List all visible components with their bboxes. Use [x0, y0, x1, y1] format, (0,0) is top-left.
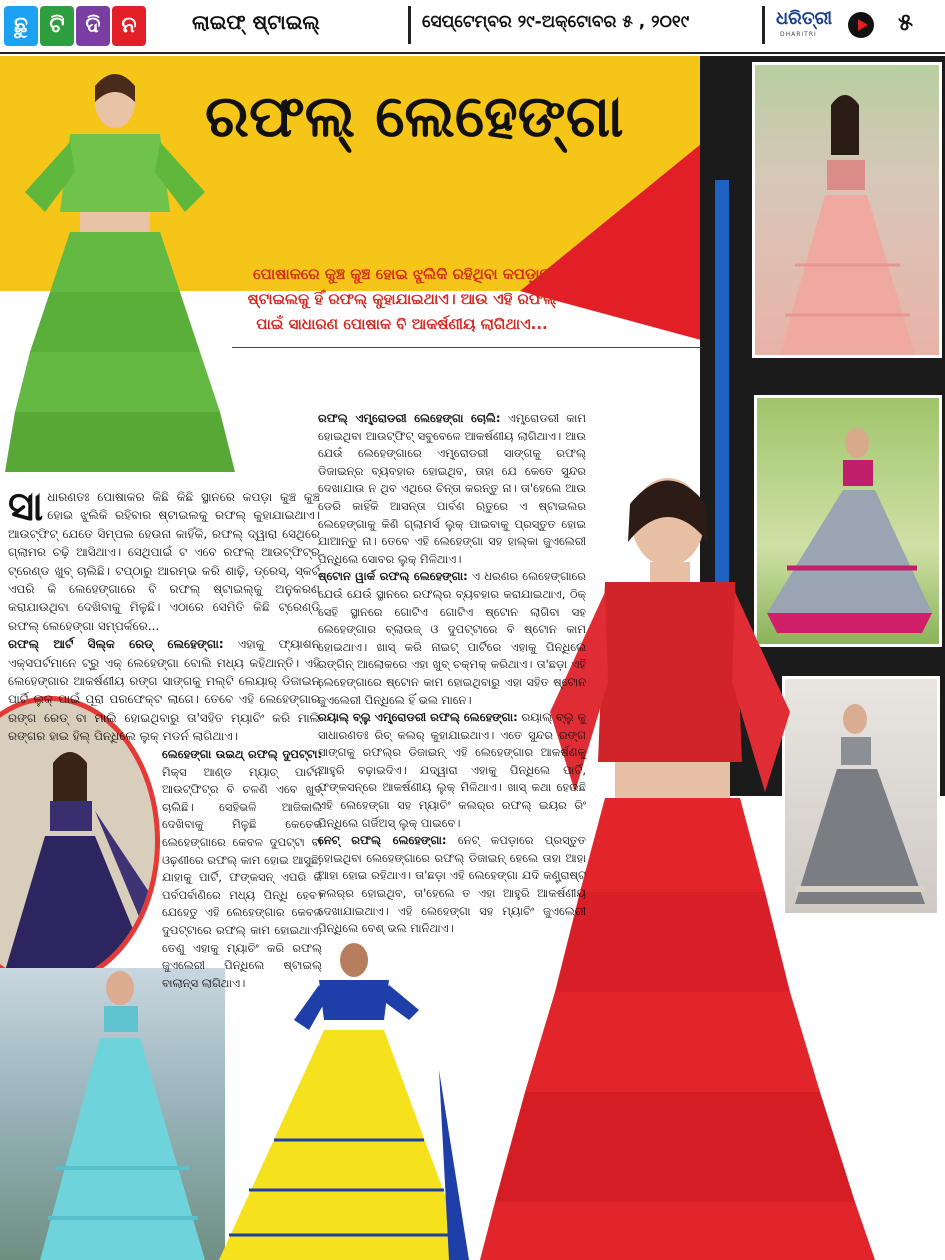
body-embroidery: ଏମ୍ବ୍ରୋଡରୀ କାମ ହୋଇଥିବା ଆଉଟ୍‌ଫିଟ୍ ସବୁବେଳେ ଆକର୍ଷଣୀୟ ଲାଗିଥାଏ। ଆଉ ଯେଉଁ ଲେହେଙ୍ଗାରେ ଏମ୍ବ୍ରୋଡରୀ ସାଙ୍ଗକୁ ରଫଲ୍ ଡିଜାଇନ୍‌ର ବ୍ୟବହାର ହୋଇଥିବ, ତାହା ଯେ କେତେ ସୁନ୍ଦର ଦେଖାଯାଉ ନ ଥିବ ଏଥିରେ ଚିନ୍ତା କରନ୍ତୁ ନା। ତା'ହେଲେ ଆଉ ଡେରି କାହିଁକି ଆସନ୍ତା ପାର୍ବଣ ଋତୁରେ ଏ ଷ୍ଟାଇଲର ଲେହେଙ୍ଗାକୁ କିଣି ଗ୍ଲାମର୍ସ ଲୁକ୍ ପାଇବାକୁ ପ୍ରସ୍ତୁତ ହୋଇ ଯାଆନ୍ତୁ ନା। ତେବେ ଏହି ଲେହେଙ୍ଗା ସହ ହାଲ୍କା ଜୁଏଲେରୀ ପିନ୍ଧିଲେ ସୋବର ଲୁକ୍ ମିଳିଥାଏ। — [318, 411, 587, 566]
article-intro: ଧାରଣତଃ ପୋଷାକର କିଛି କିଛି ସ୍ଥାନରେ କପଡ଼ା କୁଞ୍ଚ କୁଞ୍ଚ ହୋଇ ଝୁଲିକି ରହିବାର ଷ୍ଟାଇଲକୁ ରଫଲ୍ କୁହାଯାଇଥାଏ। ଆଉଟ୍‌ଫିଟ୍ ଯେତେ ସିମ୍ପଲ ହେଉନା କାହିଁକି, ରଫଲ୍ ଦ୍ୱାରା ସେଥିରେ ଗ୍ଲାମର ଚଢ଼ି ଆସିଥାଏ। ସେଥିପାଇଁ ଟ ଏବେ ରଫଲ୍ ଆଉଟ୍‌ଫିଟ୍‌ର ଟ୍ରେଣ୍ଡ ଖୁବ୍ ଚାଲିଛି। ଟପ୍‌ଠାରୁ ଆରମ୍ଭ କରି ଶାଢ଼ି, ଡ୍ରେସ୍, ସ୍କର୍ଟ ଏପରି କି ଲେହେଙ୍ଗାରେ ବି ରଫଲ୍ ଷ୍ଟାଇଲ୍‌କୁ ଅନୁକରଣ କରାଯାଉଥିବା ଦେଖିବାକୁ ମିଳୁଛି। ଏଠାରେ ସେମିତି କିଛି ଟ୍ରେଣ୍ଡି ରଫଲ୍ ଲେହେଙ୍ଗା ସମ୍ପର୍କରେ... — [8, 490, 320, 633]
logo-tile-4: ନ — [112, 6, 146, 46]
subhead-red-silk: ରଫଲ୍ ଆର୍ଟ ସିଲ୍କ ରେଡ୍ ଲେହେଙ୍ଗା: — [8, 637, 224, 652]
logo-tile-2: ଟି — [40, 6, 74, 46]
subhead-royal-blue: ରୟାଲ୍ ବ୍ଲୁ ଏମ୍ବ୍ରୋଡରୀ ରଫଲ୍ ଲେହେଙ୍ଗା: — [318, 710, 518, 725]
subhead-embroidery: ରଫଲ୍ ଏମ୍ବ୍ରୋଡରୀ ଲେହେଙ୍ଗା ଚୋଲି: — [318, 411, 501, 425]
subhead-stone-work: ଷ୍ଟୋନ ୱାର୍କ ରଫଲ୍ ଲେହେଙ୍ଗା: — [318, 569, 468, 584]
tagline-rule — [232, 347, 702, 348]
body-ruffle-dupatta: ମିକ୍ସ ଆଣ୍ଡ ମ୍ୟାଚ୍ ପାର୍ଟନ ଆଉଟ୍‌ଫିଟ୍‌ର ବି ଚଳଣି ଏବେ ଖୁବ୍ ଚାଲିଛି। ସେହିଭଳି ଆଜିକାଲି ଦେଖିବାକୁ ମିଳୁଛି କେତେକ ଲେହେଙ୍ଗାରେ କେବଳ ଦୁପଟ୍ଟା ବା ଓଢ଼ଣୀରେ ରଫଲ୍ କାମ ହୋଇ ଆସୁଛି, ଯାହାକୁ ପାର୍ଟି, ଫଙ୍କସନ୍ ଏପରି କି ପର୍ବପର୍ବାଣିରେ ମଧ୍ୟ ପିନ୍ଧି ହେବ। ଯେହେତୁ ଏହି ଲେହେଙ୍ଗାର କେବଳ ଦୁପଟ୍ଟାରେ ରଫଲ୍ କାମ ହୋଇଥାଏ, ତେଣୁ ଏହାକୁ ମ୍ୟାଚିଂ କରି ରଫଲ୍ ଜୁଏଲେରୀ ପିନ୍ଧିଲେ ଷ୍ଟାଇଲ୍ ବାଲାନ୍ସ ଲାଗିଥାଏ। — [162, 764, 322, 990]
article-column-right — [318, 410, 586, 938]
pink-lehenga-photo — [752, 62, 942, 358]
subhead-ruffle-dupatta: ଲେହେଙ୍ଗା ଉଇଥ୍ ରଫଲ୍ ଦୁପଟ୍ଟା: — [162, 747, 322, 761]
page-number: ୫ — [898, 8, 913, 36]
article-tagline: ପୋଷାକରେ କୁଞ୍ଚ କୁଞ୍ଚ ହୋଇ ଝୁଲିକି ରହିଥିବା କପଡ଼ାର ଷ୍ଟାଇଲକୁ ହିଁ ରଫଲ୍ କୁହାଯାଇଥାଏ। ଆଉ ଏହି ରଫଲ୍ ପାଇଁ ସାଧାରଣ ପୋଷାକ ବି ଆକର୍ଷଣୀୟ ଲାଗିଥାଏ... — [247, 265, 557, 333]
body-net-ruffle: ନେଟ୍ କପଡ଼ାରେ ପ୍ରସ୍ତୁତ ହୋଇଥିବା ଲେହେଙ୍ଗାରେ ରଫଲ୍ ଡିଜାଇନ୍ ହେଲେ ତାହା ଆହା ଆହା ହୋଇ ରହିଥାଏ। ତା'ଛଡ଼ା ଏହି ଲେହେଙ୍ଗା ଯଦି କଣ୍ଟ୍ରାଷ୍ଟ କଲର୍‌ର ହୋଇଥିବ, ତା'ହେଲେ ତ ଏହା ଆହୁରି ଆକର୍ଷଣୀୟ ଦେଖାଯାଇଥାଏ। ଏହି ଲେହେଙ୍ଗା ସହ ମ୍ୟାଚିଂ ଜୁଏଲେରୀ ପିନ୍ଧିଲେ ବେଶ୍ ଭଲ ମାନିଥାଏ। — [318, 833, 586, 936]
header-divider — [762, 6, 765, 44]
article-column-left-lower — [162, 746, 322, 992]
issue-date: ସେପ୍ଟେମ୍ବର ୨୯-ଅକ୍ଟୋବର ୫ , ୨୦୧୯ — [422, 12, 690, 32]
section-name: ଲାଇଫ୍ ଷ୍ଟାଇଲ୍ — [192, 10, 320, 34]
body-red-silk: ଏହାକୁ ଫ୍ୟାଶନ ଏକ୍ସପର୍ଟମାନେ ଟ୍ରୁ ଏକ୍ ଲେହେଙ୍ଗା ବୋଲି ମଧ୍ୟ କହିଥାନ୍ତି। ଏହି ଲେହେଙ୍ଗାର ଆକର୍ଷଣୀୟ ରଙ୍ଗ ସାଙ୍ଗକୁ ମଲ୍ଟି ଲେୟାର୍ ଡିଜାଇନ୍ ପାର୍ଟି ଲୁକ୍ ପାଇଁ ପୂରା ପରଫେକ୍ଟ ଲାଗେ। ତେବେ ଏହି ଲେହେଙ୍ଗାର ରଙ୍ଗ ରେଡ୍ ବା ମାଲି ହୋଇଥିବାରୁ ତା'ସହିତ ମ୍ୟାଚିଂ କରି ମାଲି ରଙ୍ଗର ହାଇ ହିଲ୍ ପିନ୍ଧିଲେ ଲୁକ୍ ମଡର୍ନ ଲାଗିଥାଏ। — [8, 637, 320, 744]
green-lehenga-photo — [0, 62, 240, 482]
header-divider — [408, 6, 411, 44]
article-column-left — [8, 484, 320, 746]
body-stone-work: ଏ ଧରଣର ଲେହେଙ୍ଗାରେ ଯେଉଁ ଯେଉଁ ସ୍ଥାନରେ ରଫଲ୍‌ର ବ୍ୟବହାର କରାଯାଇଥାଏ, ଠିକ୍ ସେହି ସ୍ଥାନରେ ଗୋଟିଏ ଗୋଟିଏ ଷ୍ଟୋନ ଲାଗିବା ସହ ଲେହେଙ୍ଗାର ବ୍ଲାଉଜ୍ ଓ ଦୁପଟ୍ଟାରେ ବି ଷ୍ଟୋନ କାମ ହୋଇଥାଏ। ଖାସ୍ କରି ନାଇଟ୍ ପାର୍ଟିରେ ଏହାକୁ ପିନ୍ଧିଲେ ରଙ୍ଗିନ୍ ଆଲୋକରେ ଏହା ଖୁବ୍ ଚକ୍‌ମକ୍ କରିଥାଏ। ତା'ଛଡ଼ା ଏହି ଲେହେଙ୍ଗାରେ ଷ୍ଟୋନ କାମ ହୋଇଥିବାରୁ ଏହା ସହିତ ଷ୍ଟୋନ ଜୁଏଲେରୀ ପିନ୍ଧିଲେ ହିଁ ଭଲ ମାନେ। — [318, 569, 586, 707]
subhead-net-ruffle: ନେଟ୍ ରଫଲ୍ ଲେହେଙ୍ଗା: — [318, 833, 447, 848]
play-icon — [848, 12, 874, 38]
article-title: ରଫଲ୍ ଲେହେଙ୍ଗା — [205, 82, 624, 150]
turquoise-lehenga-photo — [0, 968, 225, 1260]
brand-logo: ଧରିତ୍ରୀ — [776, 8, 833, 29]
drop-cap: ସା — [8, 484, 44, 530]
body-royal-blue: ରୟାଲ୍ ବ୍ଲୁ କୁ ସାଧାରଣତଃ ରିଚ୍ କଲର୍ କୁହାଯାଇଥାଏ। ଏତେ ସୁନ୍ଦର ରଙ୍ଗ ସାଙ୍ଗକୁ ରଫଲ୍‌ର ଡିଜାଇନ୍ ଏହି ଲେହେଙ୍ଗାର ଆକର୍ଷଣକୁ ଆହୁରି ବଢ଼ାଇଦିଏ। ଯଦ୍ୱାରା ଏହାକୁ ପିନ୍ଧିଲେ ପାର୍ଟି, ଫଙ୍କସନ୍‌ରେ ଆକର୍ଷଣୀୟ ଲୁକ୍ ମିଳିଥାଏ। ଖାସ୍ କଥା ହେଉଛି ଏହି ଲେହେଙ୍ଗା ସହ ମ୍ୟାଚିଂ କଲର୍‌ର ରଫଲ୍ ଇୟର ରିଂ ପିନ୍ଧିଲେ ଗର୍ଜିଅସ୍ ଲୁକ୍ ପାଇବେ। — [318, 710, 586, 830]
brand-logo-sub: DHARITRI — [780, 31, 817, 38]
logo-tile-3: ଦି — [76, 6, 110, 46]
masthead — [0, 0, 945, 54]
logo-tile-1: ଛୁ — [4, 6, 38, 46]
